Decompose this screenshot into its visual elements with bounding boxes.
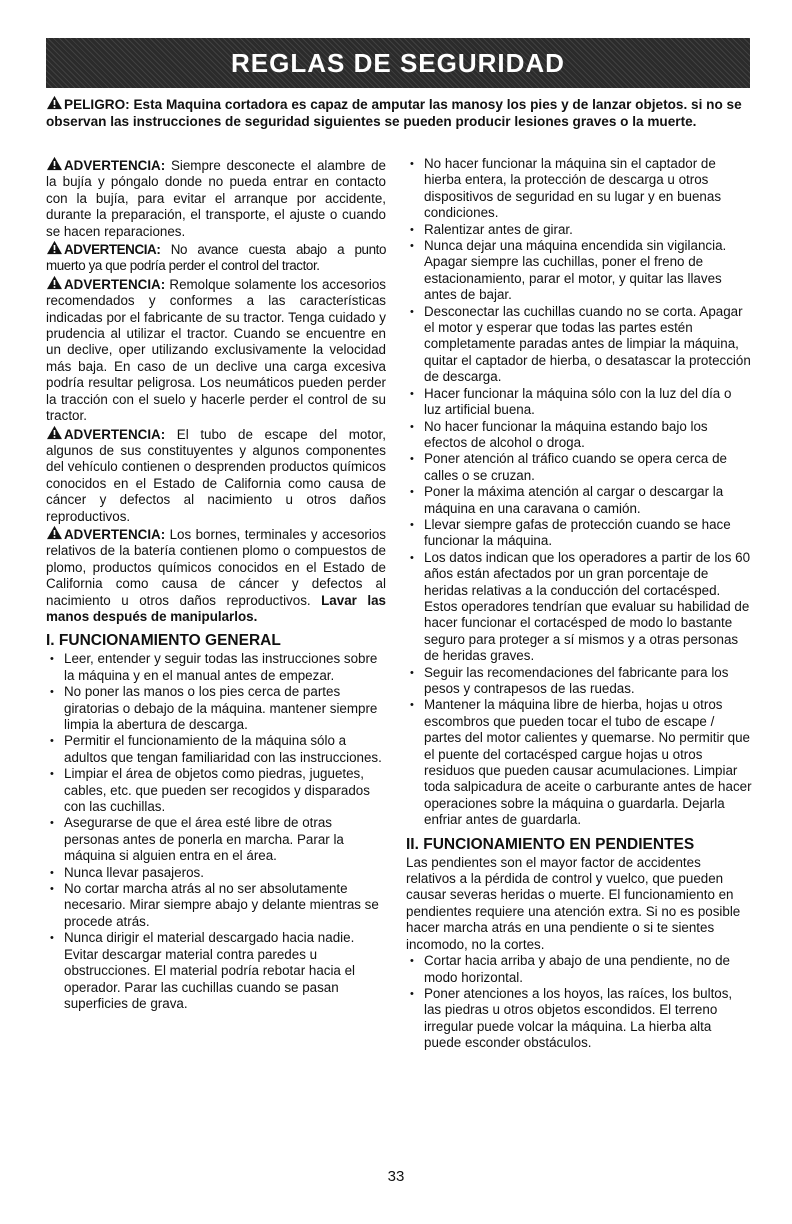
list-item: • No cortar marcha atrás al no ser absolutamente necesario. Mirar siempre abajo y delante mientras se procede atrás. [46,881,386,930]
list-item: • No hacer funcionar la máquina sin el captador de hierba entera, la protección de descarga u otros dispositivos de seguridad en su lugar y en buenas condiciones. [406,156,752,222]
warning-text: Siempre desconecte el alambre de la bujía y póngalo donde no pueda entrar en contacto con la bujía, para evitar el arranque por accidente, durante la preparación, el transporte, el ajuste o cuando se hacen reparaciones. [46,158,386,239]
warning-triangle-icon [46,95,63,110]
warning-text: El tubo de escape del motor, algunos de sus constituyentes y algunos componentes del vehículo contienen o desprenden productos químicos conocidos en el Estado de California como causa de cáncer y defectos al nacimiento u otros daños reproductivos. [46,426,386,524]
list-item: • Asegurarse de que el área esté libre de otras personas antes de ponerla en marcha. Parar la máquina si alguien entra en el área. [46,815,386,864]
list-item: • Llevar siempre gafas de protección cuando se hace funcionar la máquina. [406,517,752,550]
warning-triangle-icon [46,425,63,440]
bullet-list [46,651,386,1012]
list-item: • Leer, entender y seguir todas las instrucciones sobre la máquina y en el manual antes de empezar. [46,651,386,684]
list-item: • Ralentizar antes de girar. [406,222,752,238]
danger-label: PELIGRO: [64,97,130,112]
section-title: II. FUNCIONAMIENTO EN PENDIENTES [406,835,695,853]
page-number: 33 [387,1168,405,1185]
list-item: • Limpiar el área de objetos como piedras, juguetes, cables, etc. que pueden ser recogidos y disparados con las cuchillas. [46,766,386,815]
list-item: • Nunca dirigir el material descargado hacia nadie. Evitar descargar material contra paredes u obstrucciones. El material podría rebotar hacia el operador. Parar las cuchillas cuando se pasan superficies de grava. [46,930,386,1012]
warning-paragraph [46,425,386,525]
bullet-list [406,953,752,1051]
section-banner [46,38,750,88]
list-item: • Poner atención al tráfico cuando se opera cerca de calles o se cruzan. [406,451,752,484]
list-item: • Nunca dejar una máquina encendida sin vigilancia. Apagar siempre las cuchillas, poner el freno de estacionamiento, parar el motor, y quitar las llaves antes de bajar. [406,238,752,304]
list-item: • Los datos indican que los operadores a partir de los 60 años están afectados por un gran porcentaje de heridas relativas a la conducción del cortacésped. Estos operadores tendrían que evaluar su habilidad de hacer funcionar el cortacésped de modo lo bastante seguro para proteger a sí mismos y a otras personas de heridas graves. [406,550,752,665]
banner-title: REGLAS DE SEGURIDAD [231,47,565,78]
warning-label: ADVERTENCIA: [64,426,166,442]
warning-emphasis: Lavar las manos después de manipularlos. [46,592,386,624]
left-column [46,156,386,1012]
danger-notice [46,95,750,130]
right-column [406,156,752,1052]
warning-text: No avance cuesta abajo a punto muerto ya que podría perder el control del tractor. [46,242,386,274]
warning-paragraph [46,240,386,275]
warning-paragraph [46,275,386,425]
list-item: • No hacer funcionar la máquina estando bajo los efectos de alcohol o droga. [406,419,752,452]
warning-text: Remolque solamente los accesorios recomendados y conformes a las características indicadas por el fabricante de su tractor. Tenga cuidado y prudencia al utilizar el tractor. Cuando se encuentre en un declive, oper utilizando exclusivamente la velocidad más baja. En caso de un declive una carga excesiva podría resultar peligrosa. Los neumáticos pueden perder la tracción con el suelo y hacerle perder el control de su tractor. [46,276,386,424]
warning-label: ADVERTENCIA: [64,158,166,173]
list-item: • Seguir las recomendaciones del fabricante para los pesos y contrapesos de las ruedas. [406,665,752,698]
list-item: • Poner atenciones a los hoyos, las raíces, los bultos, las piedras u otros objetos escondidos. El terreno irregular puede volcar la máquina. La hierba alta puede esconder obstáculos. [406,986,752,1052]
section-intro: Las pendientes son el mayor factor de accidentes relativos a la pérdida de control y vuelco, que pueden causar severas heridas o muerte. El funcionamiento en pendientes requiere una atención extra. Si no es posible hacer marcha atrás en una pendiente o si te sientes incomodo, no la cortes. [406,854,741,952]
list-item: • Hacer funcionar la máquina sólo con la luz del día o luz artificial buena. [406,386,752,419]
warning-triangle-icon [46,240,63,255]
warning-label: ADVERTENCIA: [64,526,166,542]
warning-triangle-icon [46,525,63,540]
warning-text: Los bornes, terminales y accesorios relativos de la batería contienen plomo o compuestos de plomo, productos químicos conocidos en el Estado de California como causa de cáncer y defectos al nacimiento u otros daños reproductivos. [46,526,386,608]
list-item: • Mantener la máquina libre de hierba, hojas u otros escombros que pueden tocar el tubo de escape / partes del motor calientes y quemarse. No permitir que el puente del cortacésped cargue hojas u otros residuos que pueden causar acumulaciones. Limpiar toda salpicadura de aceite o carburante antes de hacer operaciones sobre la máquina o guardarla. Dejarla enfriar antes de guardarla. [406,697,752,828]
warning-paragraph [46,525,386,625]
warning-paragraph [46,156,386,240]
danger-text: Esta Maquina cortadora es capaz de amputar las manosy los pies y de lanzar objetos. si no se observan las instrucciones de seguridad siguientes se pueden producir lesiones graves o la muerte. [46,97,742,129]
list-item: • Cortar hacia arriba y abajo de una pendiente, no de modo horizontal. [406,953,752,986]
warning-label: ADVERTENCIA: [64,242,161,258]
list-item: • Nunca llevar pasajeros. [46,865,386,881]
warning-triangle-icon [46,156,63,171]
bullet-list [406,156,752,829]
warning-triangle-icon [46,275,63,290]
warning-label: ADVERTENCIA: [64,276,166,292]
list-item: • No poner las manos o los pies cerca de partes giratorias o debajo de la máquina. mantener siempre limpia la abertura de descarga. [46,684,386,733]
section-title: I. FUNCIONAMIENTO GENERAL [46,632,281,650]
list-item: • Permitir el funcionamiento de la máquina sólo a adultos que tengan familiaridad con las instrucciones. [46,733,386,766]
list-item: • Poner la máxima atención al cargar o descargar la máquina en una caravana o camión. [406,484,752,517]
list-item: • Desconectar las cuchillas cuando no se corta. Apagar el motor y esperar que todas las partes estén completamente paradas antes de limpiar la máquina, quitar el captador de hierba, o desatascar la protección de descarga. [406,304,752,386]
